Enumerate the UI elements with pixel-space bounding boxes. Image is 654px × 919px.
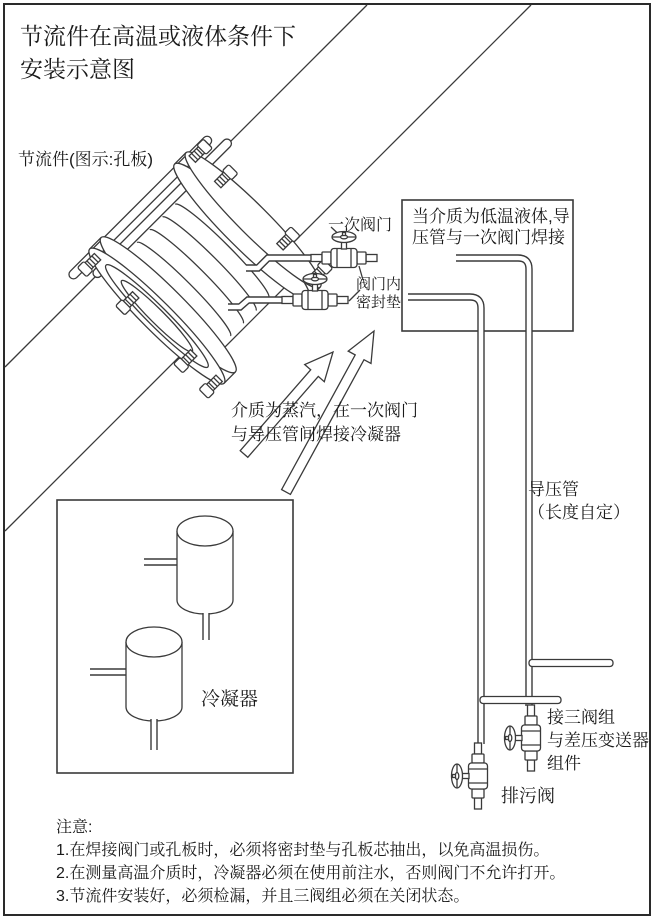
condenser-cylinder-icon	[144, 516, 233, 640]
note-item: 2.在测量高温介质时，冷凝器必须在使用前注水，否则阀门不允许打开。	[56, 865, 566, 882]
note-item: 3.节流件安装好，必须检漏，并且三阀组必须在关闭状态。	[56, 888, 470, 905]
tee-branch-pipe	[529, 660, 613, 667]
notes-heading: 注意:	[56, 819, 93, 836]
drain-valve-icon	[452, 743, 488, 809]
drain-valve-label: 排污阀	[501, 786, 555, 806]
condenser-cylinder-icon	[90, 627, 182, 750]
throttle-element-label: 节流件(图示:孔板)	[18, 150, 154, 169]
pressure-pipe-label: 导压管 （长度自定）	[528, 480, 630, 522]
primary-valve-label: 一次阀门	[328, 217, 393, 234]
tee-branch-pipe	[480, 697, 561, 704]
page-title	[20, 20, 296, 86]
primary-needle-valve-icon	[311, 232, 377, 268]
notes-block	[56, 816, 565, 908]
condenser-label: 冷凝器	[201, 689, 259, 710]
note-item: 1.在焊接阀门或孔板时，必须将密封垫与孔板芯抽出，以免高温损伤。	[56, 842, 550, 859]
manifold-connection-valve-icon	[505, 705, 541, 771]
page-title-line2: 安装示意图	[20, 56, 135, 82]
steam-medium-note: 介质为蒸汽，在一次阀门 与导压管间焊接冷凝器	[231, 401, 418, 444]
valve-seal-label: 阀门内 密封垫	[356, 276, 402, 311]
three-valve-group-label: 接三阀组 与差压变送器 组件	[547, 708, 649, 773]
low-temp-note: 当介质为低温液体,导 压管与一次阀门焊接	[412, 207, 570, 247]
page-title-line1: 节流件在高温或液体条件下	[20, 23, 296, 49]
